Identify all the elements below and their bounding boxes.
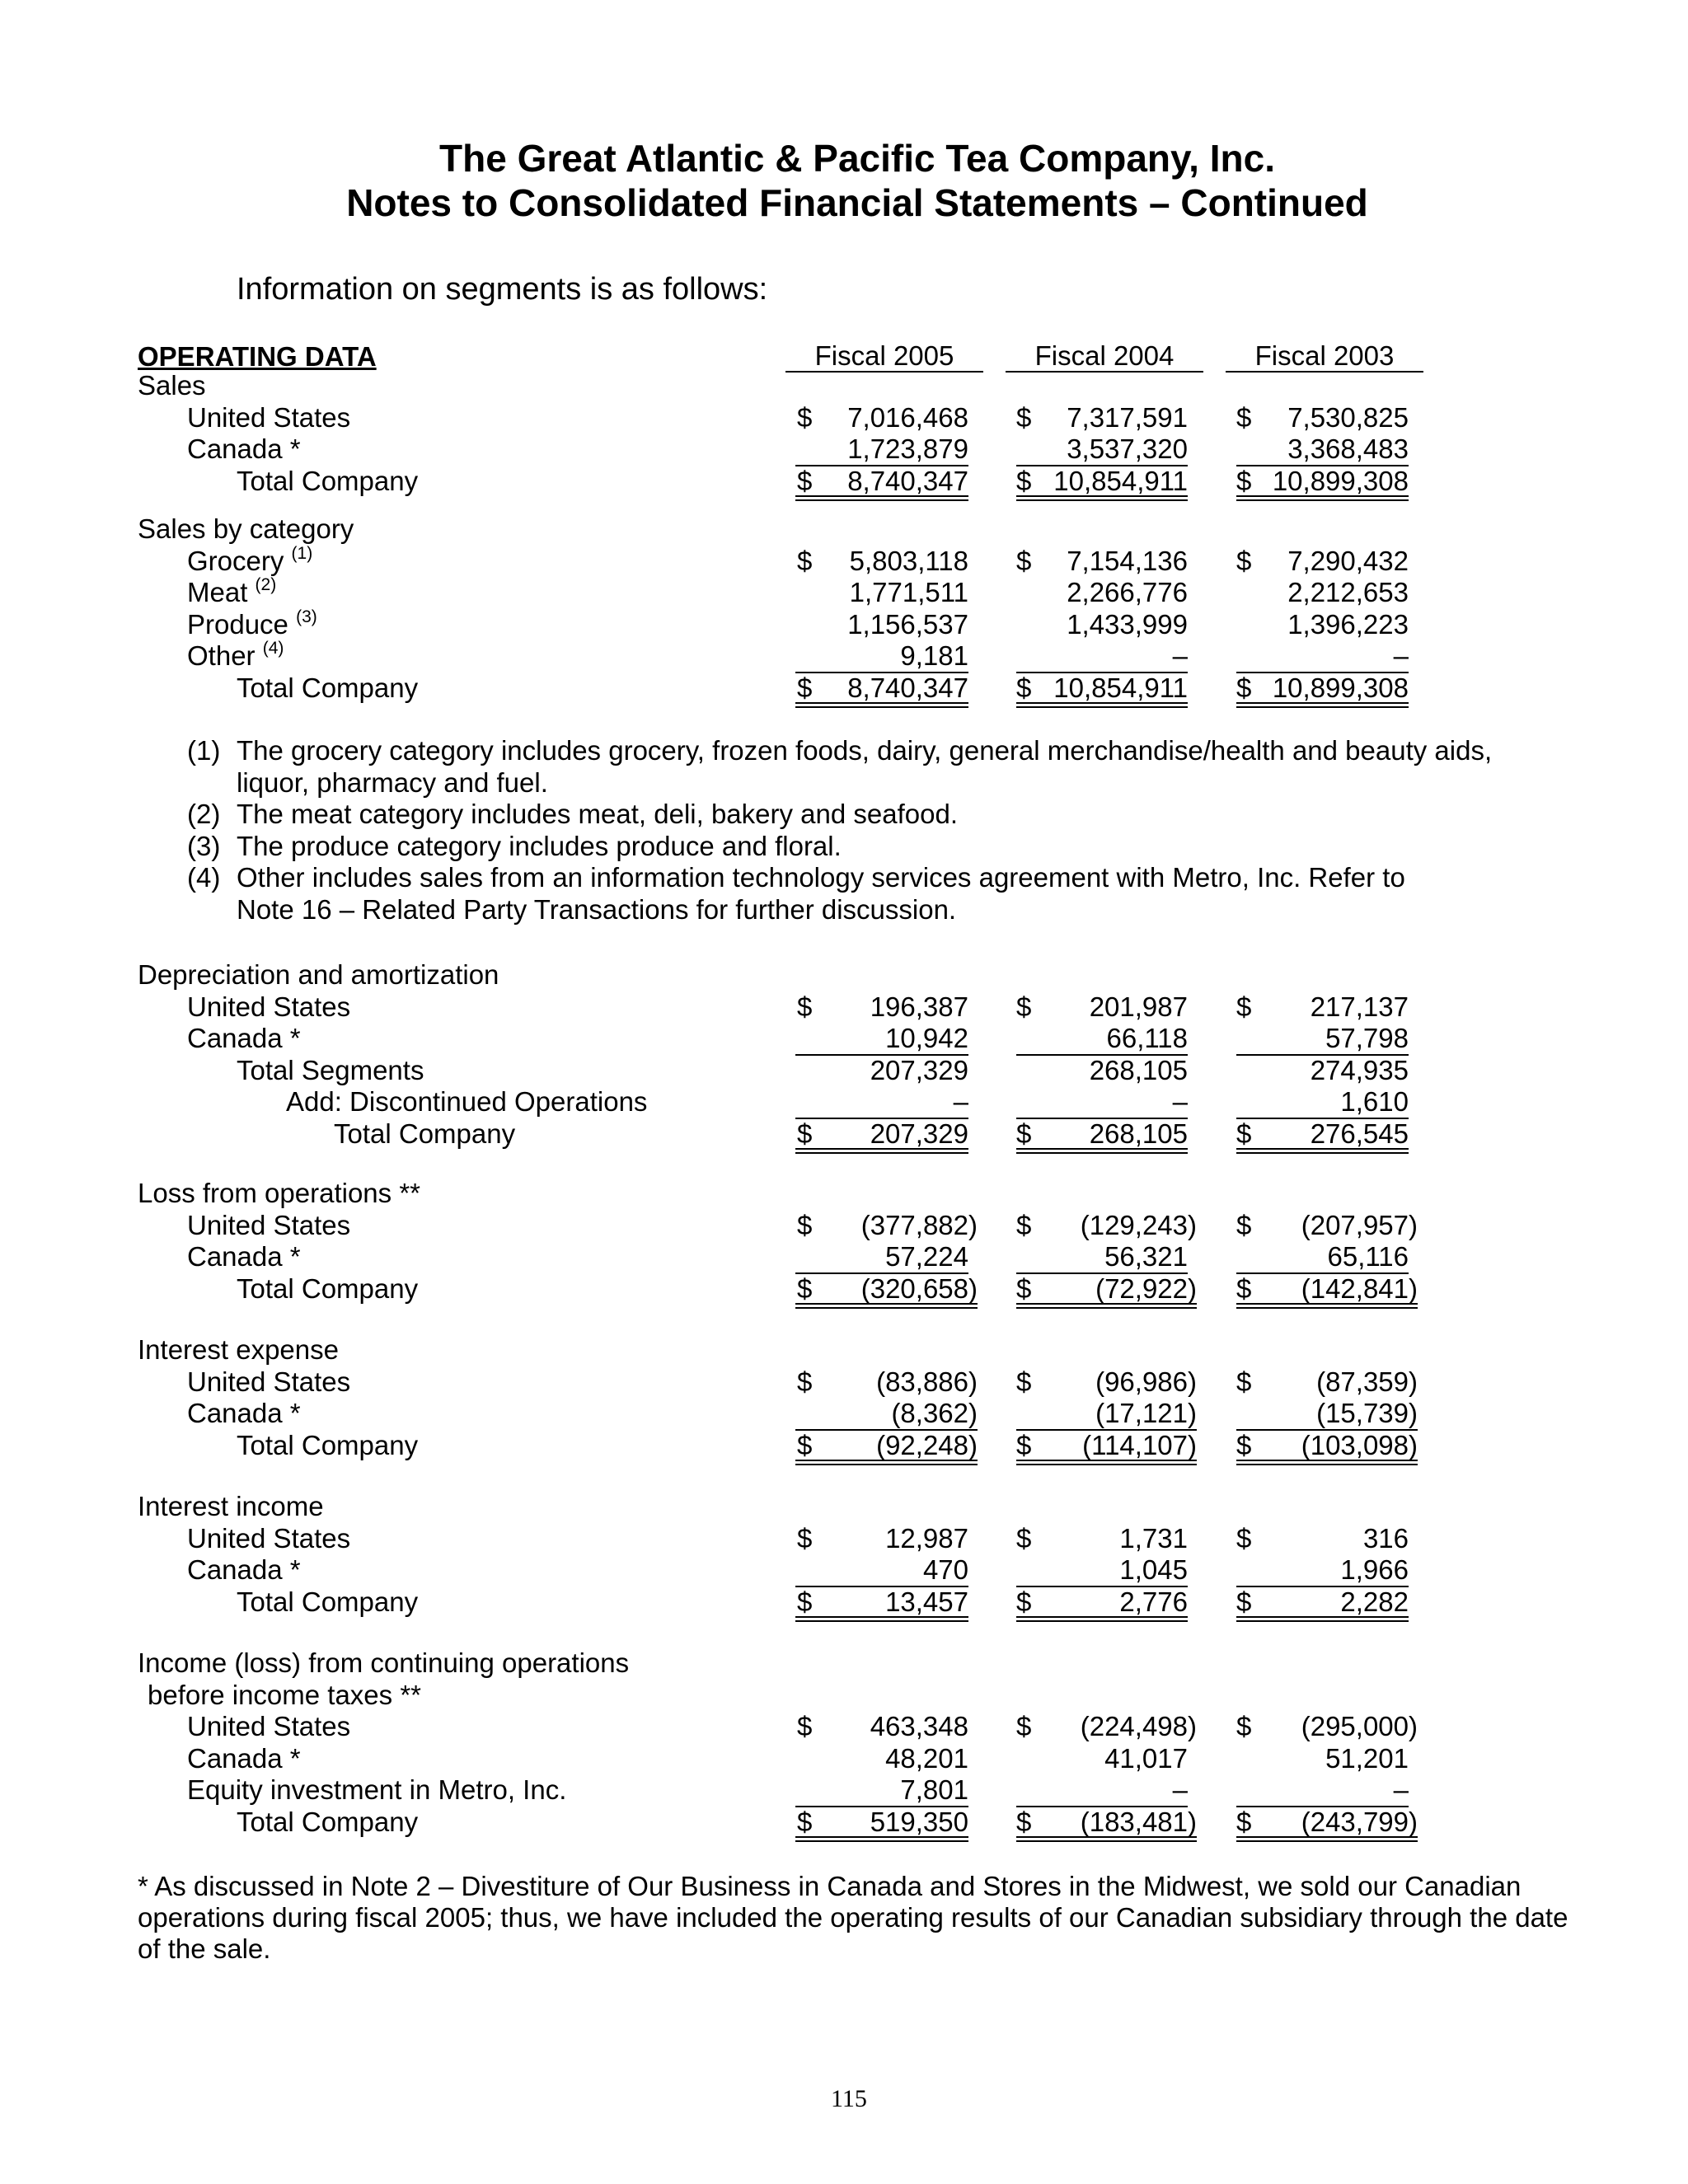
section-heading: Interest expense [138, 1334, 339, 1365]
double-underline-rule [1236, 1307, 1418, 1309]
operating-data-label: OPERATING DATA [138, 341, 377, 372]
value-cell: (103,098) [1301, 1429, 1418, 1460]
row-label-text: Canada * [187, 1241, 301, 1272]
dollar-sign: $ [1016, 465, 1032, 496]
row-label [187, 1774, 566, 1806]
double-underline-rule [1236, 1620, 1409, 1622]
double-underline-rule [795, 1620, 968, 1622]
value-cell: 1,966 [1340, 1554, 1409, 1585]
double-underline-rule [1236, 1840, 1418, 1842]
row-label-text: Total Segments [237, 1054, 424, 1085]
value-cell: 1,771,511 [849, 577, 968, 607]
dollar-sign: $ [1016, 1118, 1032, 1149]
dollar-sign: $ [1016, 1806, 1032, 1837]
value-cell: 519,350 [870, 1806, 968, 1837]
value-cell: 207,329 [870, 1054, 968, 1085]
value-cell: 2,776 [1119, 1586, 1188, 1617]
double-underline-rule [1016, 495, 1188, 497]
row-label [286, 1086, 647, 1118]
value-cell: (72,922) [1095, 1272, 1197, 1304]
dollar-sign: $ [1016, 1272, 1032, 1304]
double-underline-rule [1016, 1460, 1197, 1461]
dollar-sign: $ [1236, 1586, 1252, 1617]
row-label [237, 1586, 418, 1618]
row-label [187, 640, 284, 672]
dollar-sign: $ [1236, 1366, 1252, 1397]
value-cell: (377,882) [860, 1209, 978, 1240]
double-underline-rule [795, 702, 968, 704]
value-cell: 201,987 [1089, 991, 1188, 1022]
value-cell: 268,105 [1089, 1054, 1188, 1085]
row-label-text: Equity investment in Metro, Inc. [187, 1774, 567, 1805]
page-number: 115 [831, 2085, 867, 2112]
value-cell: (92,248) [876, 1429, 978, 1460]
row-label-text: Total Company [237, 465, 419, 496]
value-cell: (320,658) [860, 1272, 978, 1304]
value-cell: 2,282 [1340, 1586, 1409, 1617]
double-underline-rule [1236, 1460, 1418, 1461]
double-underline-rule [1016, 1840, 1197, 1842]
footnote-text: The produce category includes produce and floral. [237, 830, 842, 861]
value-cell: 3,537,320 [1067, 434, 1188, 464]
double-underline-rule [1016, 1148, 1188, 1150]
value-cell: 7,290,432 [1287, 545, 1409, 576]
footnote-reference: (4) [262, 639, 284, 658]
value-cell: 3,368,483 [1287, 434, 1409, 464]
row-label [187, 1366, 350, 1398]
value-cell: 10,899,308 [1272, 672, 1409, 703]
footnote-reference: (3) [296, 607, 317, 626]
row-label [237, 673, 418, 704]
value-cell: 41,017 [1104, 1742, 1188, 1774]
double-underline-rule [1236, 702, 1409, 704]
dollar-sign: $ [1016, 1522, 1032, 1554]
section-heading: Interest income [138, 1491, 324, 1521]
section-heading: Income (loss) from continuing operations [138, 1647, 630, 1678]
footnote-reference: (1) [291, 543, 313, 563]
row-label [237, 1807, 418, 1838]
double-underline-rule [1236, 499, 1409, 501]
dollar-sign: $ [797, 672, 813, 703]
row-label [187, 1398, 301, 1429]
dollar-sign: $ [797, 1429, 813, 1460]
row-label-text: Meat [187, 577, 248, 607]
footnote-text: liquor, pharmacy and fuel. [237, 766, 548, 798]
footnote-reference: (2) [255, 575, 277, 594]
row-label [187, 1210, 350, 1241]
dollar-sign: $ [797, 1209, 813, 1240]
value-cell: – [953, 1086, 968, 1117]
value-cell: – [1393, 1774, 1409, 1805]
value-cell: 1,396,223 [1287, 608, 1409, 640]
value-cell: 48,201 [885, 1742, 968, 1774]
value-cell: (142,841) [1301, 1272, 1418, 1304]
row-label-text: United States [187, 1209, 351, 1240]
value-cell: 274,935 [1310, 1054, 1409, 1085]
row-label [187, 609, 317, 640]
double-underline-rule [1016, 1307, 1197, 1309]
row-label [187, 1711, 350, 1742]
double-underline-rule [795, 1460, 978, 1461]
dollar-sign: $ [797, 465, 813, 496]
row-label [187, 1523, 350, 1554]
row-label [334, 1118, 515, 1150]
row-label [187, 434, 301, 465]
intro-text: Information on segments is as follows: [237, 272, 768, 307]
row-label-text: United States [187, 401, 351, 433]
double-underline-rule [795, 1307, 978, 1309]
dollar-sign: $ [797, 1522, 813, 1554]
section-heading: Depreciation and amortization [138, 959, 499, 990]
value-cell: (224,498) [1080, 1711, 1197, 1741]
dollar-sign: $ [1016, 545, 1032, 576]
row-label-text: Other [187, 640, 256, 671]
value-cell: 10,854,911 [1053, 672, 1188, 703]
row-label-text: Canada * [187, 1023, 301, 1053]
double-underline-rule [795, 1840, 968, 1842]
footnote-text: Note 16 – Related Party Transactions for further discussion. [237, 893, 957, 925]
dollar-sign: $ [797, 545, 813, 576]
dollar-sign: $ [1236, 1429, 1252, 1460]
dollar-sign: $ [1016, 1586, 1032, 1617]
dollar-sign: $ [1236, 1711, 1252, 1741]
value-cell: (83,886) [876, 1366, 978, 1397]
double-underline-rule [795, 499, 968, 501]
value-cell: 9,181 [900, 640, 968, 671]
dollar-sign: $ [1236, 1522, 1252, 1554]
value-cell: 196,387 [870, 991, 968, 1022]
value-cell: (87,359) [1316, 1366, 1418, 1397]
footnote-number: (1) [187, 735, 221, 766]
double-underline-rule [1016, 499, 1188, 501]
value-cell: (183,481) [1080, 1806, 1197, 1837]
value-cell: 57,798 [1325, 1023, 1409, 1053]
double-underline-rule [1236, 706, 1409, 708]
footnote-number: (4) [187, 862, 221, 893]
value-cell: 10,854,911 [1053, 465, 1188, 496]
value-cell: 316 [1362, 1522, 1409, 1554]
double-underline-rule [795, 1836, 968, 1838]
row-label-text: Canada * [187, 434, 301, 464]
row-label-text: Canada * [187, 1742, 301, 1774]
dollar-sign: $ [1016, 991, 1032, 1022]
value-cell: (15,739) [1316, 1398, 1418, 1428]
value-cell: – [1172, 1086, 1188, 1117]
dollar-sign: $ [1236, 1209, 1252, 1240]
double-underline-rule [1016, 1303, 1197, 1305]
dollar-sign: $ [1236, 545, 1252, 576]
value-cell: (207,957) [1301, 1209, 1418, 1240]
dollar-sign: $ [1016, 401, 1032, 433]
value-cell: 1,156,537 [847, 608, 968, 640]
value-cell: – [1393, 640, 1409, 671]
value-cell: 65,116 [1327, 1241, 1409, 1272]
double-underline-rule [795, 1152, 968, 1154]
double-underline-rule [795, 1464, 978, 1465]
double-underline-rule [1236, 1303, 1418, 1305]
row-label-text: Total Company [237, 1806, 419, 1837]
footnote-number: (2) [187, 799, 221, 829]
row-label-text: Canada * [187, 1398, 301, 1428]
row-label-text: Grocery [187, 545, 284, 576]
value-cell: 276,545 [1310, 1118, 1409, 1149]
row-label-text: Add: Discontinued Operations [286, 1086, 648, 1117]
dollar-sign: $ [1016, 1366, 1032, 1397]
notes-title: Notes to Consolidated Financial Statements – Continued [346, 181, 1368, 224]
footnote-text: Other includes sales from an information technology services agreement with Metro, Inc. Refer to [237, 862, 1405, 893]
row-label-text: United States [187, 1366, 351, 1397]
value-cell: 2,266,776 [1067, 577, 1188, 607]
dollar-sign: $ [797, 1586, 813, 1617]
value-cell: – [1172, 640, 1188, 671]
double-underline-rule [795, 1148, 968, 1150]
dollar-sign: $ [797, 991, 813, 1022]
value-cell: (8,362) [891, 1398, 978, 1428]
value-cell: 8,740,347 [847, 672, 968, 703]
row-label [187, 543, 313, 577]
value-cell: – [1172, 1774, 1188, 1805]
value-cell: 1,433,999 [1067, 608, 1188, 640]
value-cell: 463,348 [870, 1711, 968, 1741]
value-cell: 56,321 [1104, 1241, 1188, 1272]
row-label [187, 1023, 301, 1054]
dollar-sign: $ [797, 401, 813, 433]
value-cell: 57,224 [885, 1241, 968, 1272]
value-cell: 7,317,591 [1067, 401, 1188, 433]
section-heading: Loss from operations ** [138, 1178, 421, 1208]
dollar-sign: $ [1016, 672, 1032, 703]
value-cell: 2,212,653 [1287, 577, 1409, 607]
row-label [187, 1743, 301, 1774]
row-label [237, 1055, 424, 1086]
row-label-text: Total Company [334, 1118, 516, 1149]
value-cell: 7,154,136 [1067, 545, 1188, 576]
value-cell: 66,118 [1106, 1023, 1188, 1053]
value-cell: 7,801 [900, 1774, 968, 1805]
row-label [237, 466, 418, 497]
value-cell: (295,000) [1301, 1711, 1418, 1741]
company-title: The Great Atlantic & Pacific Tea Company, Inc. [439, 137, 1275, 180]
row-label [187, 1554, 301, 1586]
value-cell: 7,016,468 [847, 401, 968, 433]
double-underline-rule [1016, 1464, 1197, 1465]
row-label-text: Produce [187, 608, 288, 640]
value-cell: (129,243) [1080, 1209, 1197, 1240]
double-underline-rule [1236, 1464, 1418, 1465]
value-cell: 12,987 [885, 1522, 968, 1554]
row-label-text: United States [187, 991, 351, 1022]
double-underline-rule [795, 1616, 968, 1618]
double-underline-rule [795, 495, 968, 497]
row-label-text: Total Company [237, 1586, 419, 1617]
footnote-text: The grocery category includes grocery, frozen foods, dairy, general merchandise/health and beauty aids, [237, 735, 1493, 766]
dollar-sign: $ [1236, 1118, 1252, 1149]
row-label-text: United States [187, 1522, 351, 1554]
row-label [237, 1430, 418, 1461]
dollar-sign: $ [797, 1806, 813, 1837]
row-label-text: United States [187, 1711, 351, 1741]
footnote-number: (3) [187, 830, 221, 861]
value-cell: 10,942 [885, 1023, 968, 1053]
row-label [187, 991, 350, 1023]
double-underline-rule [1236, 1616, 1409, 1618]
dollar-sign: $ [1236, 1806, 1252, 1837]
dollar-sign: $ [1016, 1711, 1032, 1741]
dollar-sign: $ [797, 1272, 813, 1304]
row-label-text: Canada * [187, 1554, 301, 1585]
dollar-sign: $ [1236, 672, 1252, 703]
section-heading: Sales [138, 370, 206, 401]
value-cell: 1,723,879 [847, 434, 968, 464]
value-cell: (96,986) [1095, 1366, 1197, 1397]
canada-divestiture-note: * As discussed in Note 2 – Divestiture of Our Business in Canada and Stores in the Midwest, we sold our Canadian operations during fiscal 2005; thus, we have included the operating results of our Canadian subsidiary through the date of the sale. [138, 1871, 1568, 1964]
value-cell: 51,201 [1325, 1742, 1409, 1774]
row-label [237, 1273, 418, 1305]
double-underline-rule [1016, 1620, 1188, 1622]
dollar-sign: $ [1236, 1272, 1252, 1304]
value-cell: (17,121) [1095, 1398, 1197, 1428]
section-heading-continued: before income taxes ** [148, 1679, 422, 1710]
row-label [187, 402, 350, 434]
section-heading: Sales by category [138, 513, 354, 544]
double-underline-rule [1236, 1152, 1409, 1154]
column-header-fiscal-2004: Fiscal 2004 [1006, 341, 1203, 373]
double-underline-rule [1016, 706, 1188, 708]
value-cell: 470 [922, 1554, 968, 1585]
double-underline-rule [1016, 702, 1188, 704]
dollar-sign: $ [1016, 1429, 1032, 1460]
dollar-sign: $ [1236, 991, 1252, 1022]
value-cell: 5,803,118 [849, 545, 968, 576]
value-cell: 8,740,347 [847, 465, 968, 496]
double-underline-rule [1236, 1836, 1418, 1838]
value-cell: 13,457 [885, 1586, 968, 1617]
double-underline-rule [1016, 1152, 1188, 1154]
value-cell: 10,899,308 [1272, 465, 1409, 496]
double-underline-rule [1236, 1148, 1409, 1150]
value-cell: (114,107) [1082, 1429, 1197, 1460]
column-header-fiscal-2003: Fiscal 2003 [1226, 341, 1423, 373]
dollar-sign: $ [797, 1118, 813, 1149]
dollar-sign: $ [1236, 401, 1252, 433]
double-underline-rule [1236, 495, 1409, 497]
double-underline-rule [795, 1303, 978, 1305]
row-label-text: Total Company [237, 1429, 419, 1460]
dollar-sign: $ [797, 1711, 813, 1741]
value-cell: (243,799) [1301, 1806, 1418, 1837]
double-underline-rule [1016, 1616, 1188, 1618]
row-label [187, 1241, 301, 1272]
value-cell: 1,731 [1119, 1522, 1188, 1554]
footnote-text: The meat category includes meat, deli, bakery and seafood. [237, 799, 958, 829]
column-header-fiscal-2005: Fiscal 2005 [785, 341, 983, 373]
value-cell: 7,530,825 [1287, 401, 1409, 433]
dollar-sign: $ [1016, 1209, 1032, 1240]
double-underline-rule [1016, 1836, 1197, 1838]
value-cell: 1,045 [1119, 1554, 1188, 1585]
dollar-sign: $ [1236, 465, 1252, 496]
value-cell: 207,329 [870, 1118, 968, 1149]
value-cell: 268,105 [1089, 1118, 1188, 1149]
row-label-text: Total Company [237, 672, 419, 703]
value-cell: 1,610 [1340, 1086, 1409, 1117]
double-underline-rule [795, 706, 968, 708]
row-label [187, 577, 276, 608]
dollar-sign: $ [797, 1366, 813, 1397]
value-cell: 217,137 [1310, 991, 1409, 1022]
row-label-text: Total Company [237, 1272, 419, 1304]
